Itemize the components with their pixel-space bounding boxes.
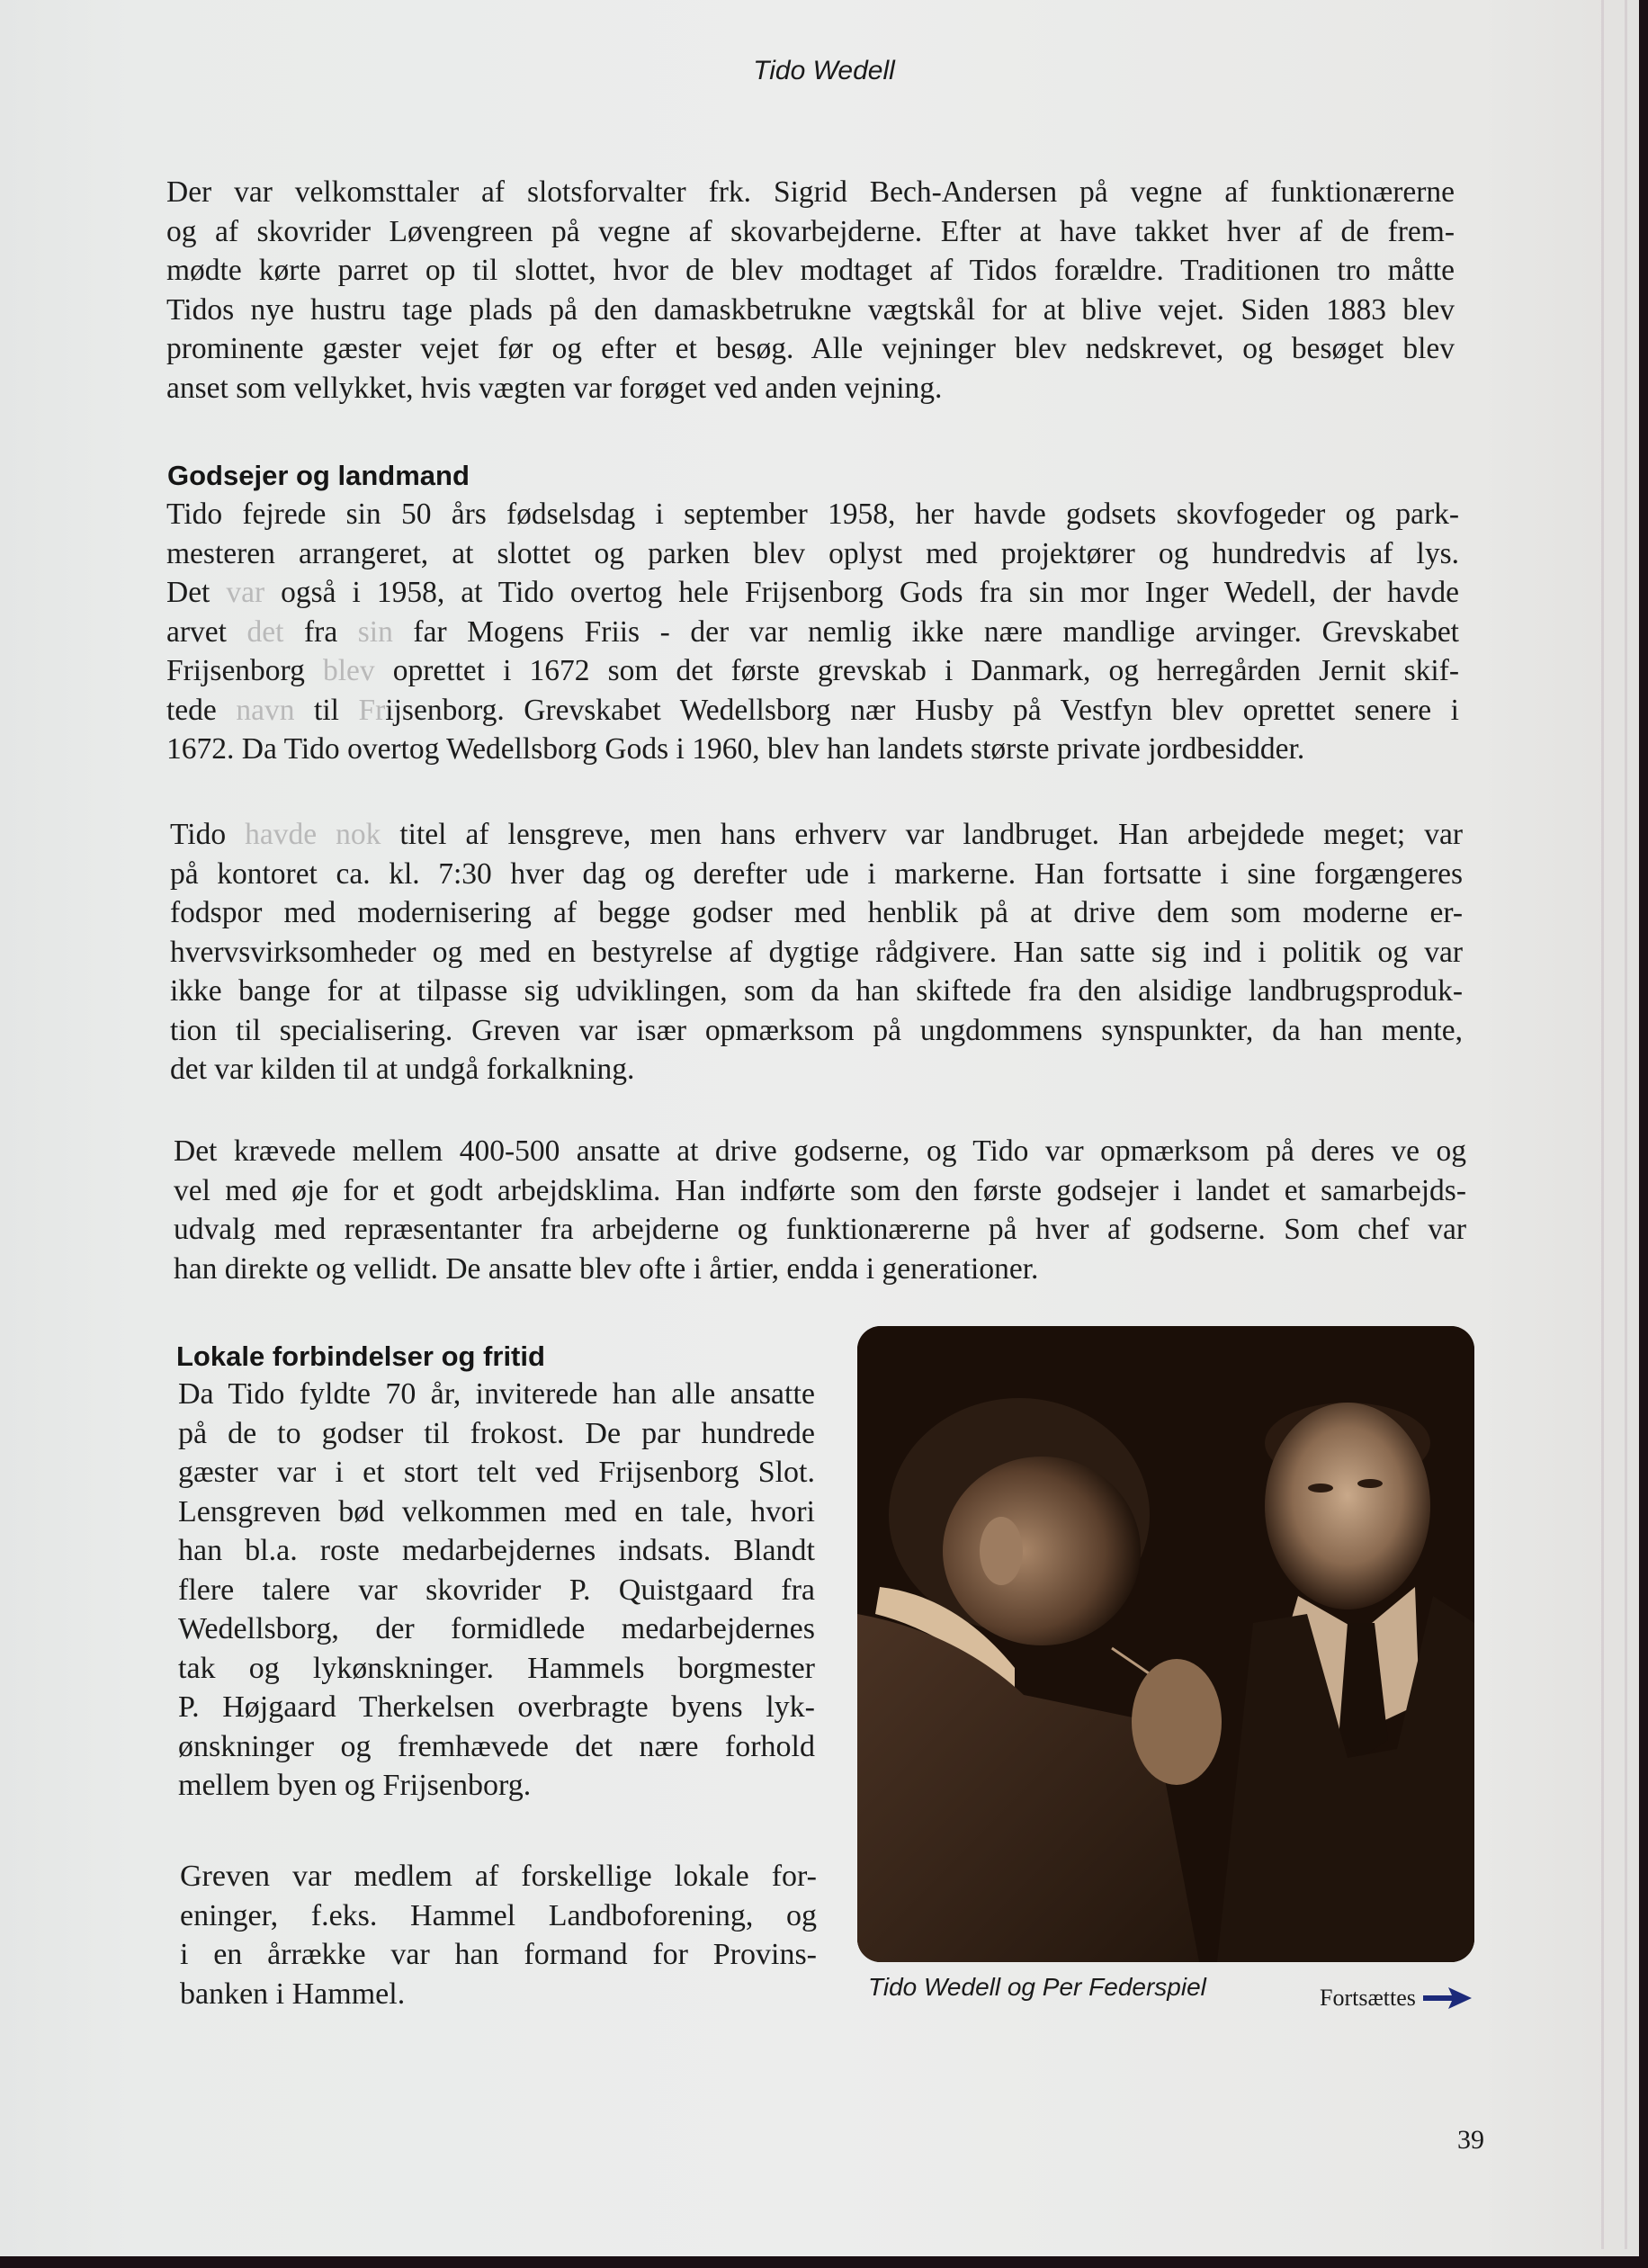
text-segment: far Mogens Friis - der var nemlig ikke nære mandlige arvinger. Grevskabet	[392, 614, 1459, 649]
text-line	[178, 1531, 815, 1571]
running-head: Tido Wedell	[753, 56, 895, 85]
photo-image	[857, 1326, 1474, 1962]
text-segment: Da Tido fyldte 70 år, inviterede han alle ansatte	[178, 1377, 815, 1411]
text-segment: tede	[166, 693, 237, 727]
text-segment: fra	[283, 614, 358, 649]
text-segment: på de to godser til frokost. De par hundrede	[178, 1416, 815, 1450]
text-line	[178, 1727, 815, 1767]
text-line	[170, 893, 1463, 933]
text-line	[180, 1857, 817, 1896]
text-segment: vel med øje for et godt arbejdsklima. Han indførte som den første godsejer i landet et samarbejds-	[174, 1173, 1466, 1207]
text-segment: han direkte og vellidt. De ansatte blev ofte i årtier, endda i generationer.	[174, 1251, 1039, 1286]
text-segment: anset som vellykket, hvis vægten var forøget ved anden vejning.	[166, 371, 943, 405]
text-segment: titel af lensgreve, men hans erhverv var landbruget. Han arbejdede meget; var	[381, 818, 1464, 851]
text-segment: i en årrække var han formand for Provins-	[180, 1938, 817, 1971]
text-line	[166, 495, 1459, 534]
text-segment: Tido	[170, 818, 246, 851]
text-segment: tak og lykønskninger. Hammels borgmester	[178, 1651, 815, 1685]
text-segment: Der var velkomsttaler af slotsforvalter frk. Sigrid Bech-Andersen på vegne af funktionærerne	[166, 175, 1455, 209]
text-line	[178, 1688, 815, 1727]
text-segment: også i 1958, at Tido overtog hele Frijsenborg Gods fra sin mor Inger Wedell, der havde	[264, 576, 1459, 609]
faded-text-segment: Fr	[358, 693, 386, 727]
text-line	[166, 534, 1459, 574]
page-edge-line	[1601, 0, 1604, 2249]
text-segment: han bl.a. roste medarbejdernes indsats. Blandt	[178, 1534, 815, 1567]
text-segment: prominente gæster vejet før og efter et besøg. Alle vejninger blev nedskrevet, og besøget blev	[166, 332, 1455, 365]
text-segment: Lensgreven bød velkommen med en tale, hvori	[178, 1494, 815, 1528]
arrow-right-icon	[1421, 1986, 1473, 2011]
text-segment: ønskninger og fremhævede det nære forhold	[178, 1729, 815, 1763]
text-segment: 1672.	[166, 732, 242, 766]
text-line	[174, 1132, 1466, 1171]
text-line	[174, 1250, 1466, 1289]
photo-hand	[1132, 1659, 1222, 1785]
text-segment	[317, 818, 336, 851]
text-line	[166, 212, 1455, 252]
text-line	[166, 329, 1455, 369]
section-heading-lokale: Lokale forbindelser og fritid	[176, 1340, 545, 1372]
text-line	[170, 815, 1463, 855]
paragraph-godsejer-2	[170, 815, 1463, 1089]
text-segment: mellem byen og Frijsenborg.	[178, 1769, 532, 1802]
page-number: 39	[1457, 2125, 1484, 2155]
text-line	[170, 972, 1463, 1011]
paragraph-godsejer-1	[166, 495, 1459, 769]
text-line	[178, 1649, 815, 1689]
photo-left-ear	[980, 1517, 1023, 1585]
text-line	[166, 173, 1455, 212]
text-segment: Tido fejrede sin 50 års fødselsdag i september 1958, her havde godsets skovfogeder og park-	[166, 498, 1459, 531]
text-segment: flere talere var skovrider P. Quistgaard fra	[178, 1573, 815, 1607]
text-line	[180, 1975, 817, 2014]
text-line	[166, 691, 1459, 731]
text-segment: Wedellsborg, der formidlede medarbejdernes	[178, 1612, 815, 1645]
paragraph-lokale-2	[180, 1857, 817, 2013]
text-segment: hvervsvirksomheder og med en bestyrelse af dygtige rådgivere. Han satte sig ind i politik og var	[170, 935, 1463, 969]
faded-text-segment: var	[226, 576, 265, 609]
continue-link[interactable]	[1320, 1985, 1473, 2012]
faded-text-segment: havde	[245, 818, 318, 851]
text-line	[166, 251, 1455, 291]
text-line	[166, 291, 1455, 330]
text-segment: Det krævede mellem 400-500 ansatte at drive godserne, og Tido var opmærksom på deres ve og	[174, 1134, 1466, 1168]
section-heading-godsejer: Godsejer og landmand	[167, 460, 470, 491]
text-line	[170, 1050, 1463, 1089]
text-line	[166, 573, 1459, 613]
text-line	[180, 1896, 817, 1936]
photo-tido-wedell-per-federspiel	[857, 1326, 1474, 1962]
text-line	[178, 1766, 815, 1806]
text-segment: tion til specialisering. Greven var især opmærksom på ungdommens synspunkter, da han mente,	[170, 1013, 1463, 1047]
text-segment: det var kilden til at undgå forkalkning.	[170, 1053, 635, 1086]
faded-text-segment: nok	[336, 818, 381, 851]
paragraph-intro	[166, 173, 1455, 408]
text-line	[170, 1011, 1463, 1051]
text-segment: arvet	[166, 614, 247, 649]
text-line	[166, 730, 1459, 769]
text-line	[178, 1453, 815, 1493]
text-segment: mesteren arrangeret, at slottet og parken blev oplyst med projektører og hundredvis af lys.	[166, 536, 1459, 570]
text-segment: Det	[166, 576, 227, 609]
photo-left-face	[943, 1457, 1141, 1645]
text-line	[178, 1414, 815, 1454]
text-segment: overtog Wedellsborg Gods i 1960, blev han landets største private jordbesidder.	[339, 732, 1305, 766]
text-segment: mødte kørte parret op til slottet, hvor de blev modtaget af Tidos forældre. Traditionen tro måtte	[166, 254, 1455, 287]
photo-caption: Tido Wedell og Per Federspiel	[868, 1973, 1206, 2001]
text-line	[178, 1493, 815, 1532]
text-line	[170, 855, 1463, 894]
text-segment: Frijsenborg	[166, 654, 323, 687]
text-segment: Tidos nye hustru tage plads på den damaskbetrukne vægtskål for at blive vejet. Siden 1883 blev	[166, 292, 1455, 327]
text-segment: fodspor med modernisering af begge godser med henblik på at drive dem som moderne er-	[170, 896, 1463, 929]
faded-text-segment: det	[246, 614, 284, 649]
text-line	[178, 1571, 815, 1610]
text-line	[174, 1210, 1466, 1250]
text-segment: gæster var i et stort telt ved Frijsenborg Slot.	[178, 1456, 815, 1489]
text-line	[166, 651, 1459, 691]
text-segment: og af skovrider Løvengreen på vegne af skovarbejderne. Efter at have takket hver af de frem-	[166, 214, 1455, 248]
paragraph-lokale-1	[178, 1375, 815, 1806]
continue-label: Fortsættes	[1320, 1985, 1416, 2011]
text-line	[166, 369, 1455, 408]
text-segment: til	[294, 693, 359, 727]
text-segment: P. Højgaard Therkelsen overbragte byens lyk-	[178, 1690, 815, 1724]
text-line	[178, 1375, 815, 1414]
paragraph-godsejer-3	[174, 1132, 1466, 1288]
text-line	[178, 1609, 815, 1649]
text-segment: banken i Hammel.	[180, 1977, 406, 2011]
photo-right-face	[1265, 1403, 1430, 1609]
text-segment: ikke bange for at tilpasse sig udviklingen, som da han skiftede fra den alsidige landbrugsproduk-	[170, 974, 1463, 1008]
faded-text-segment: blev	[322, 654, 375, 687]
text-line	[170, 933, 1463, 973]
text-line	[166, 613, 1459, 652]
text-segment: oprettet i 1672 som det første grevskab i Danmark, og herregården Jernit skif-	[374, 654, 1460, 687]
text-segment: eninger, f.eks. Hammel Landboforening, og	[180, 1898, 817, 1932]
text-line	[180, 1935, 817, 1975]
faded-text-segment: navn	[236, 693, 295, 727]
text-segment: Da Tido	[241, 732, 340, 766]
faded-text-segment: sin	[357, 614, 393, 649]
text-segment: på kontoret ca. kl. 7:30 hver dag og derefter ude i markerne. Han fortsatte i sine forgængeres	[170, 856, 1463, 891]
text-segment: udvalg med repræsentanter fra arbejderne og funktionærerne på hver af godserne. Som chef var	[174, 1213, 1466, 1246]
text-segment: ijsenborg. Grevskabet Wedellsborg nær Husby på Vestfyn blev oprettet senere i	[385, 693, 1459, 727]
text-line	[174, 1171, 1466, 1211]
page-edge-line	[1625, 0, 1627, 2249]
text-segment: Greven var medlem af forskellige lokale for-	[180, 1860, 817, 1893]
